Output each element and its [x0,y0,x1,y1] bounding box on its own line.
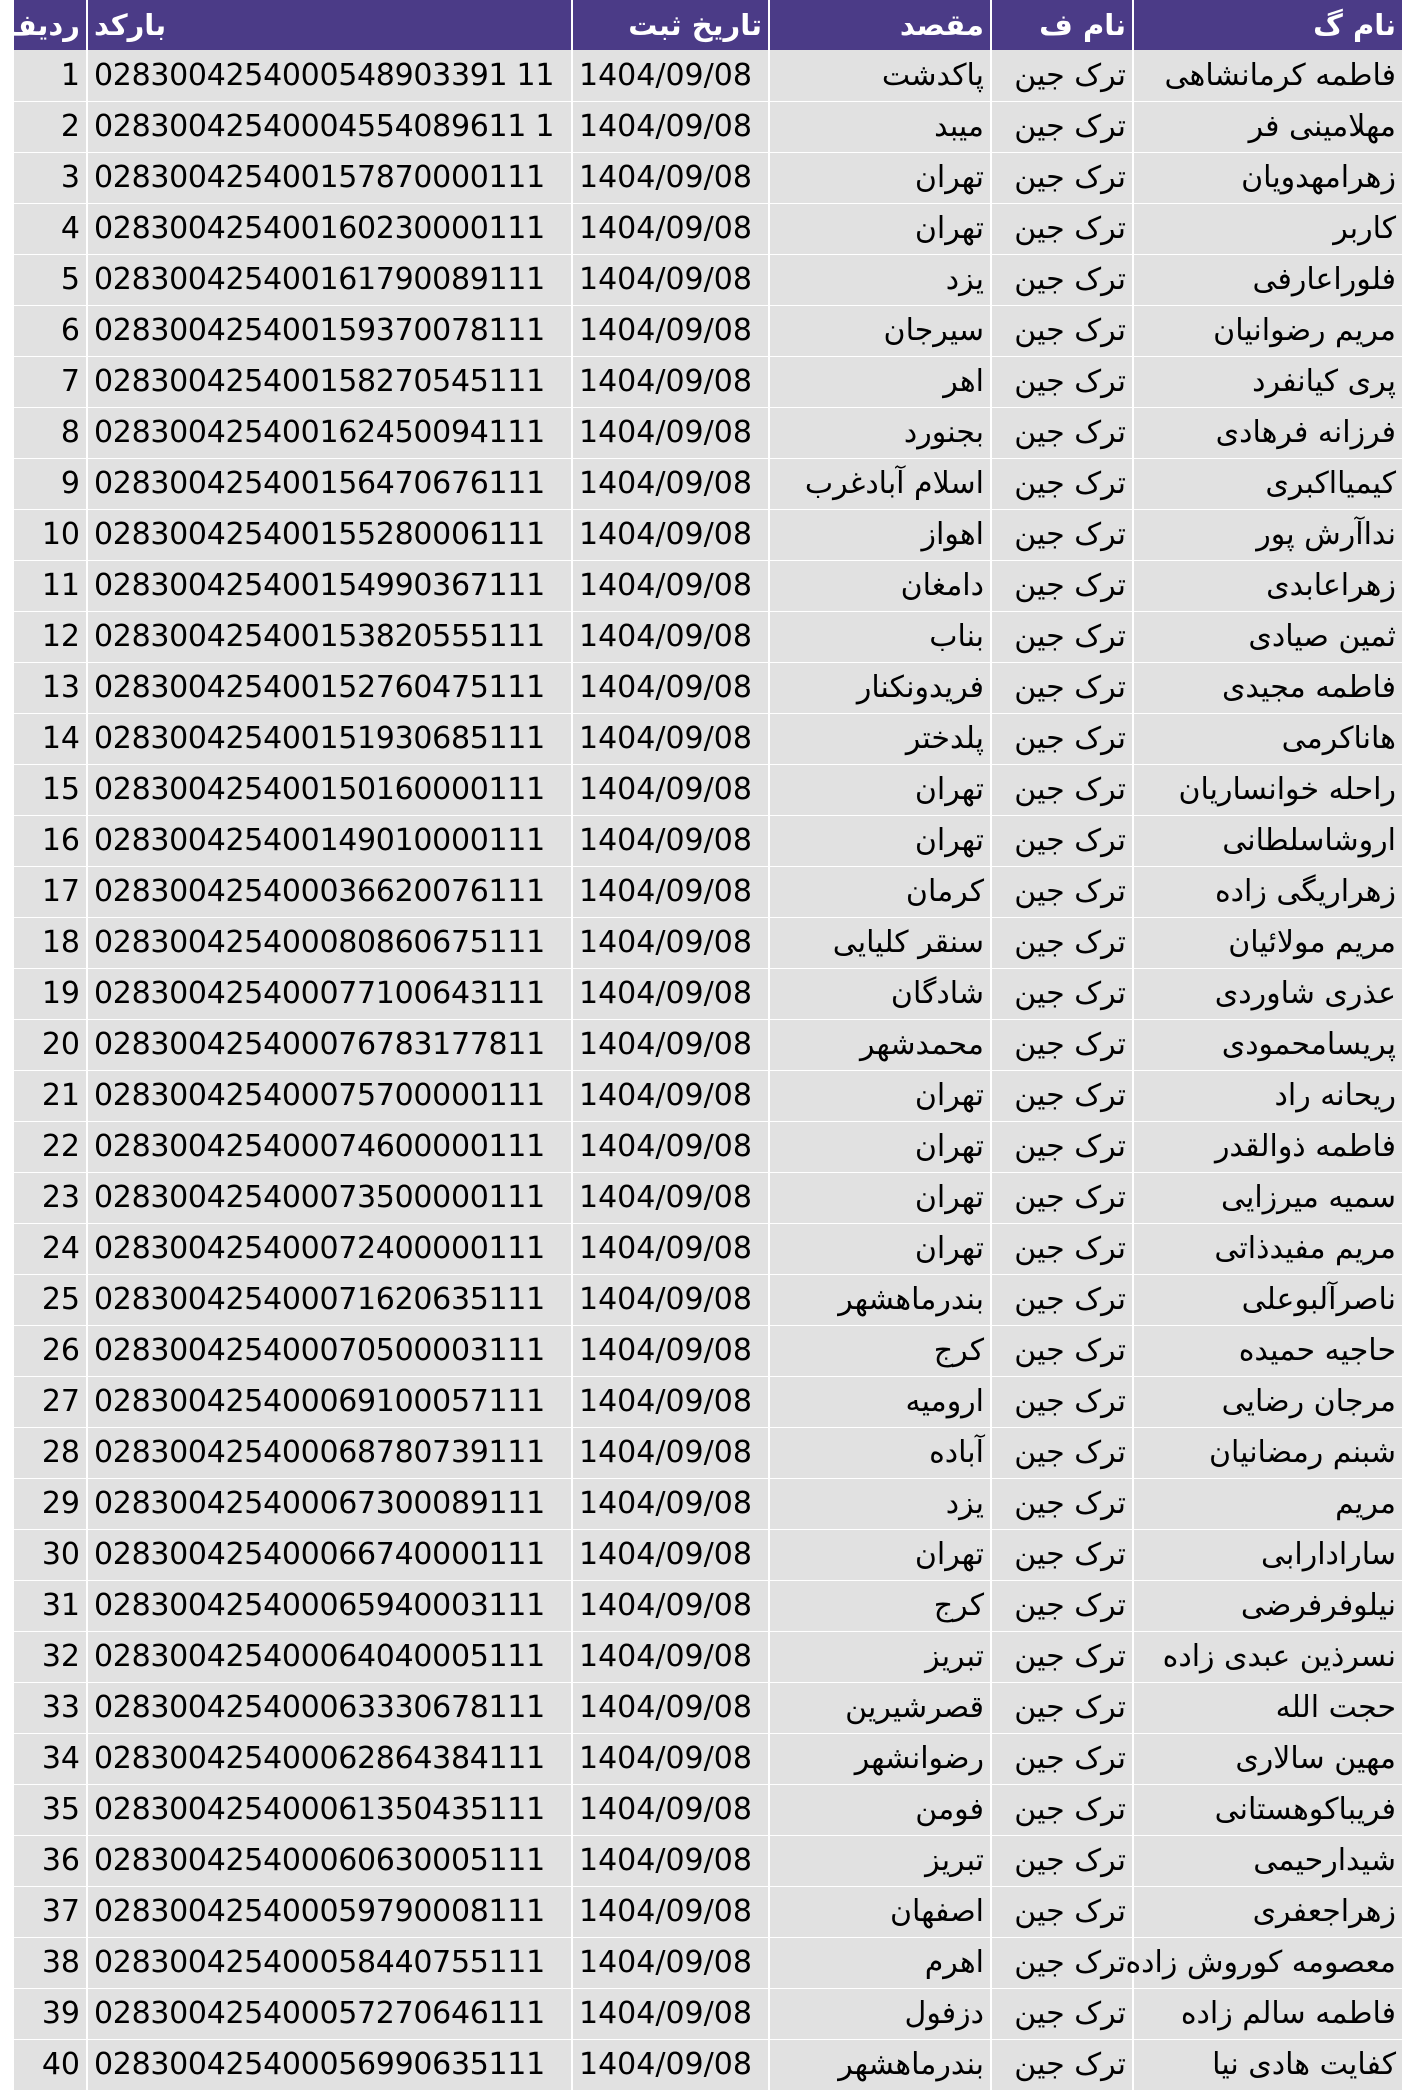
cell-first-name[interactable]: هاناکرمی [1133,713,1403,764]
cell-registration-date[interactable]: 1404/09/08 [572,1274,769,1325]
cell-registration-date[interactable]: 1404/09/08 [572,1886,769,1937]
cell-destination[interactable]: بندرماهشهر [769,2039,991,2090]
cell-family-name[interactable]: ترک جین [991,1325,1133,1376]
table-row[interactable] [14,764,1403,815]
cell-registration-date[interactable]: 1404/09/08 [572,101,769,152]
cell-family-name[interactable]: ترک جین [991,1223,1133,1274]
cell-first-name[interactable]: مهین سالاری [1133,1733,1403,1784]
cell-radif[interactable]: 8 [14,407,87,458]
cell-destination[interactable]: تهران [769,1223,991,1274]
cell-radif[interactable]: 25 [14,1274,87,1325]
cell-first-name[interactable]: فلوراعارفی [1133,254,1403,305]
cell-first-name[interactable]: فریباکوهستانی [1133,1784,1403,1835]
table-row[interactable] [14,305,1403,356]
cell-family-name[interactable]: ترک جین [991,764,1133,815]
cell-radif[interactable]: 14 [14,713,87,764]
cell-family-name[interactable]: ترک جین [991,1835,1133,1886]
cell-first-name[interactable]: زهرامهدویان [1133,152,1403,203]
cell-radif[interactable]: 28 [14,1427,87,1478]
cell-family-name[interactable]: ترک جین [991,101,1133,152]
cell-destination[interactable]: تهران [769,1172,991,1223]
cell-registration-date[interactable]: 1404/09/08 [572,1478,769,1529]
cell-barcode[interactable]: 028300425400074600000111 [87,1121,572,1172]
cell-radif[interactable]: 40 [14,2039,87,2090]
cell-destination[interactable]: تهران [769,203,991,254]
header-first-name[interactable]: نام گ [1133,0,1403,50]
cell-radif[interactable]: 37 [14,1886,87,1937]
table-row[interactable] [14,1529,1403,1580]
cell-radif[interactable]: 33 [14,1682,87,1733]
cell-destination[interactable]: اهرم [769,1937,991,1988]
cell-registration-date[interactable]: 1404/09/08 [572,407,769,458]
cell-radif[interactable]: 12 [14,611,87,662]
cell-registration-date[interactable]: 1404/09/08 [572,968,769,1019]
cell-radif[interactable]: 34 [14,1733,87,1784]
cell-barcode[interactable]: 028300425400076783177811 [87,1019,572,1070]
cell-first-name[interactable]: کاربر [1133,203,1403,254]
cell-destination[interactable]: دامغان [769,560,991,611]
cell-radif[interactable]: 5 [14,254,87,305]
table-body [14,50,1403,2090]
cell-destination[interactable]: تهران [769,1070,991,1121]
cell-family-name[interactable]: ترک جین [991,560,1133,611]
cell-radif[interactable]: 15 [14,764,87,815]
table-row[interactable] [14,1325,1403,1376]
cell-family-name[interactable]: ترک جین [991,152,1133,203]
cell-family-name[interactable]: ترک جین [991,866,1133,917]
cell-family-name[interactable]: ترک جین [991,1478,1133,1529]
shipment-table [2,0,1404,2091]
cell-destination[interactable]: تبریز [769,1835,991,1886]
table-row[interactable] [14,1478,1403,1529]
cell-barcode[interactable]: 028300425400080860675111 [87,917,572,968]
cell-barcode[interactable]: 028300425400071620635111 [87,1274,572,1325]
cell-radif[interactable]: 22 [14,1121,87,1172]
cell-first-name[interactable]: پریسامحمودی [1133,1019,1403,1070]
cell-radif[interactable]: 26 [14,1325,87,1376]
cell-first-name[interactable]: مریم مفیدذاتی [1133,1223,1403,1274]
cell-barcode[interactable]: 028300425400077100643111 [87,968,572,1019]
cell-registration-date[interactable]: 1404/09/08 [572,1784,769,1835]
header-registration-date[interactable]: تاریخ ثبت [572,0,769,50]
cell-family-name[interactable]: ترک جین [991,1784,1133,1835]
cell-radif[interactable]: 10 [14,509,87,560]
cell-radif[interactable]: 21 [14,1070,87,1121]
cell-radif[interactable]: 24 [14,1223,87,1274]
table-row[interactable] [14,1070,1403,1121]
cell-radif[interactable]: 36 [14,1835,87,1886]
cell-barcode[interactable]: 0283004254000548903391 11 [87,50,572,101]
cell-destination[interactable]: تهران [769,815,991,866]
table-row[interactable] [14,254,1403,305]
cell-radif[interactable]: 16 [14,815,87,866]
cell-destination[interactable]: تهران [769,152,991,203]
cell-family-name[interactable]: ترک جین [991,1427,1133,1478]
cell-radif[interactable]: 2 [14,101,87,152]
table-row[interactable] [14,1427,1403,1478]
table-row[interactable] [14,1835,1403,1886]
cell-first-name[interactable]: زهراعابدی [1133,560,1403,611]
table-row[interactable] [14,713,1403,764]
cell-family-name[interactable]: ترک جین [991,509,1133,560]
table-row[interactable] [14,1121,1403,1172]
cell-first-name[interactable]: نداآرش پور [1133,509,1403,560]
cell-family-name[interactable]: ترک جین [991,1580,1133,1631]
cell-registration-date[interactable]: 1404/09/08 [572,458,769,509]
cell-destination[interactable]: ارومیه [769,1376,991,1427]
cell-family-name[interactable]: ترک جین [991,662,1133,713]
cell-barcode[interactable]: 028300425400036620076111 [87,866,572,917]
cell-registration-date[interactable]: 1404/09/08 [572,1019,769,1070]
cell-first-name[interactable]: راحله خوانساریان [1133,764,1403,815]
cell-barcode[interactable]: 028300425400062864384111 [87,1733,572,1784]
cell-barcode[interactable]: 028300425400072400000111 [87,1223,572,1274]
cell-first-name[interactable]: مهلامینی فر [1133,101,1403,152]
cell-first-name[interactable]: فاطمه کرمانشاهی [1133,50,1403,101]
cell-destination[interactable]: پلدختر [769,713,991,764]
cell-barcode[interactable]: 028300425400066740000111 [87,1529,572,1580]
cell-family-name[interactable]: ترک جین [991,2039,1133,2090]
cell-first-name[interactable]: شیدارحیمی [1133,1835,1403,1886]
cell-family-name[interactable]: ترک جین [991,254,1133,305]
table-row[interactable] [14,356,1403,407]
cell-barcode[interactable]: 028300425400065940003111 [87,1580,572,1631]
cell-barcode[interactable]: 028300425400155280006111 [87,509,572,560]
cell-radif[interactable]: 38 [14,1937,87,1988]
cell-radif[interactable]: 4 [14,203,87,254]
cell-family-name[interactable]: ترک جین [991,1376,1133,1427]
table-row[interactable] [14,1580,1403,1631]
cell-family-name[interactable]: ترک جین [991,1631,1133,1682]
cell-barcode[interactable]: 028300425400068780739111 [87,1427,572,1478]
cell-family-name[interactable]: ترک جین [991,1733,1133,1784]
cell-first-name[interactable]: حاجیه حمیده [1133,1325,1403,1376]
cell-family-name[interactable]: ترک جین [991,1937,1133,1988]
cell-barcode[interactable]: 028300425400059790008111 [87,1886,572,1937]
cell-destination[interactable]: کرج [769,1580,991,1631]
cell-radif[interactable]: 27 [14,1376,87,1427]
cell-first-name[interactable]: سارادارابی [1133,1529,1403,1580]
cell-family-name[interactable]: ترک جین [991,203,1133,254]
cell-barcode[interactable]: 028300425400064040005111 [87,1631,572,1682]
cell-registration-date[interactable]: 1404/09/08 [572,1733,769,1784]
cell-barcode[interactable]: 028300425400154990367111 [87,560,572,611]
cell-first-name[interactable]: پری کیانفرد [1133,356,1403,407]
table-row[interactable] [14,611,1403,662]
table-row[interactable] [14,1682,1403,1733]
shipment-table-sheet [2,0,1396,2091]
cell-registration-date[interactable]: 1404/09/08 [572,254,769,305]
cell-destination[interactable]: اسلام آبادغرب [769,458,991,509]
cell-destination[interactable]: فومن [769,1784,991,1835]
table-row[interactable] [14,662,1403,713]
cell-first-name[interactable]: ریحانه راد [1133,1070,1403,1121]
cell-destination[interactable]: بندرماهشهر [769,1274,991,1325]
cell-registration-date[interactable]: 1404/09/08 [572,560,769,611]
cell-radif[interactable]: 11 [14,560,87,611]
cell-first-name[interactable]: نیلوفرفرضی [1133,1580,1403,1631]
table-row[interactable] [14,152,1403,203]
cell-barcode[interactable]: 028300425400158270545111 [87,356,572,407]
cell-first-name[interactable]: کیمیااکبری [1133,458,1403,509]
cell-radif[interactable]: 7 [14,356,87,407]
cell-radif[interactable]: 35 [14,1784,87,1835]
cell-registration-date[interactable]: 1404/09/08 [572,50,769,101]
cell-family-name[interactable]: ترک جین [991,1274,1133,1325]
cell-destination[interactable]: قصرشیرین [769,1682,991,1733]
cell-registration-date[interactable]: 1404/09/08 [572,1325,769,1376]
cell-radif[interactable]: 32 [14,1631,87,1682]
cell-radif[interactable]: 20 [14,1019,87,1070]
table-row[interactable] [14,1784,1403,1835]
cell-first-name[interactable]: مریم مولائیان [1133,917,1403,968]
cell-destination[interactable]: کرمان [769,866,991,917]
cell-barcode[interactable]: 028300425400162450094111 [87,407,572,458]
header-row [14,0,1403,50]
cell-barcode[interactable]: 028300425400075700000111 [87,1070,572,1121]
table-row[interactable] [14,2039,1403,2090]
cell-destination[interactable]: یزد [769,1478,991,1529]
table-row[interactable] [14,1886,1403,1937]
cell-first-name[interactable]: فاطمه مجیدی [1133,662,1403,713]
cell-family-name[interactable]: ترک جین [991,458,1133,509]
cell-barcode[interactable]: 028300425400151930685111 [87,713,572,764]
cell-registration-date[interactable]: 1404/09/08 [572,356,769,407]
cell-first-name[interactable]: معصومه کوروش زاده [1133,1937,1403,1988]
table-row[interactable] [14,968,1403,1019]
cell-family-name[interactable]: ترک جین [991,1529,1133,1580]
cell-barcode[interactable]: 028300425400159370078111 [87,305,572,356]
cell-first-name[interactable]: عذری شاوردی [1133,968,1403,1019]
cell-registration-date[interactable]: 1404/09/08 [572,203,769,254]
cell-family-name[interactable]: ترک جین [991,407,1133,458]
cell-first-name[interactable]: مریم [1133,1478,1403,1529]
cell-first-name[interactable]: فاطمه ذوالقدر [1133,1121,1403,1172]
cell-registration-date[interactable]: 1404/09/08 [572,713,769,764]
cell-family-name[interactable]: ترک جین [991,1019,1133,1070]
table-row[interactable] [14,1937,1403,1988]
table-row[interactable] [14,1988,1403,2039]
cell-barcode[interactable]: 028300425400070500003111 [87,1325,572,1376]
cell-registration-date[interactable]: 1404/09/08 [572,305,769,356]
cell-registration-date[interactable]: 1404/09/08 [572,1580,769,1631]
cell-destination[interactable]: شادگان [769,968,991,1019]
cell-destination[interactable]: آباده [769,1427,991,1478]
cell-registration-date[interactable]: 1404/09/08 [572,1682,769,1733]
cell-first-name[interactable]: مرجان رضایی [1133,1376,1403,1427]
cell-radif[interactable]: 31 [14,1580,87,1631]
cell-family-name[interactable]: ترک جین [991,1988,1133,2039]
cell-destination[interactable]: بجنورد [769,407,991,458]
cell-barcode[interactable]: 028300425400160230000111 [87,203,572,254]
table-row[interactable] [14,101,1403,152]
cell-registration-date[interactable]: 1404/09/08 [572,1835,769,1886]
cell-registration-date[interactable]: 1404/09/08 [572,1223,769,1274]
cell-registration-date[interactable]: 1404/09/08 [572,662,769,713]
cell-family-name[interactable]: ترک جین [991,713,1133,764]
cell-registration-date[interactable]: 1404/09/08 [572,1988,769,2039]
cell-radif[interactable]: 17 [14,866,87,917]
table-row[interactable] [14,1172,1403,1223]
cell-registration-date[interactable]: 1404/09/08 [572,1529,769,1580]
cell-radif[interactable]: 19 [14,968,87,1019]
header-barcode[interactable]: بارکد [87,0,572,50]
cell-barcode[interactable]: 02830042540004554089611 1 [87,101,572,152]
cell-barcode[interactable]: 028300425400152760475111 [87,662,572,713]
cell-registration-date[interactable]: 1404/09/08 [572,1121,769,1172]
cell-first-name[interactable]: نسرذین عبدی زاده [1133,1631,1403,1682]
cell-destination[interactable]: دزفول [769,1988,991,2039]
cell-destination[interactable]: تبریز [769,1631,991,1682]
cell-radif[interactable]: 3 [14,152,87,203]
cell-family-name[interactable]: ترک جین [991,1070,1133,1121]
header-radif[interactable]: ردیف [14,0,87,50]
cell-first-name[interactable]: زهراریگی زاده [1133,866,1403,917]
cell-family-name[interactable]: ترک جین [991,1121,1133,1172]
header-family-name[interactable]: نام ف [991,0,1133,50]
cell-barcode[interactable]: 028300425400153820555111 [87,611,572,662]
cell-destination[interactable]: اهر [769,356,991,407]
cell-destination[interactable]: تهران [769,1529,991,1580]
cell-barcode[interactable]: 028300425400161790089111 [87,254,572,305]
table-row[interactable] [14,1274,1403,1325]
cell-destination[interactable]: سیرجان [769,305,991,356]
cell-destination[interactable]: رضوانشهر [769,1733,991,1784]
table-row[interactable] [14,509,1403,560]
cell-destination[interactable]: اهواز [769,509,991,560]
cell-destination[interactable]: کرج [769,1325,991,1376]
table-row[interactable] [14,866,1403,917]
cell-first-name[interactable]: زهراجعفری [1133,1886,1403,1937]
table-row[interactable] [14,917,1403,968]
cell-first-name[interactable]: سمیه میرزایی [1133,1172,1403,1223]
cell-barcode[interactable]: 028300425400063330678111 [87,1682,572,1733]
cell-barcode[interactable]: 028300425400067300089111 [87,1478,572,1529]
cell-first-name[interactable]: اروشاسلطانی [1133,815,1403,866]
cell-barcode[interactable]: 028300425400150160000111 [87,764,572,815]
cell-family-name[interactable]: ترک جین [991,917,1133,968]
cell-barcode[interactable]: 028300425400060630005111 [87,1835,572,1886]
cell-registration-date[interactable]: 1404/09/08 [572,1172,769,1223]
cell-registration-date[interactable]: 1404/09/08 [572,917,769,968]
table-row[interactable] [14,203,1403,254]
table-row[interactable] [14,50,1403,101]
cell-registration-date[interactable]: 1404/09/08 [572,611,769,662]
table-row[interactable] [14,1019,1403,1070]
cell-destination[interactable]: پاکدشت [769,50,991,101]
table-row[interactable] [14,1223,1403,1274]
cell-destination[interactable]: محمدشهر [769,1019,991,1070]
cell-registration-date[interactable]: 1404/09/08 [572,1376,769,1427]
table-row[interactable] [14,1733,1403,1784]
cell-first-name[interactable]: مریم رضوانیان [1133,305,1403,356]
cell-radif[interactable]: 23 [14,1172,87,1223]
header-destination[interactable]: مقصد [769,0,991,50]
cell-family-name[interactable]: ترک جین [991,1886,1133,1937]
cell-family-name[interactable]: ترک جین [991,1682,1133,1733]
cell-destination[interactable]: بناب [769,611,991,662]
cell-radif[interactable]: 18 [14,917,87,968]
cell-registration-date[interactable]: 1404/09/08 [572,815,769,866]
cell-radif[interactable]: 6 [14,305,87,356]
cell-first-name[interactable]: فرزانه فرهادی [1133,407,1403,458]
cell-destination[interactable]: فریدونکنار [769,662,991,713]
cell-destination[interactable]: میبد [769,101,991,152]
cell-first-name[interactable]: شبنم رمضانیان [1133,1427,1403,1478]
cell-destination[interactable]: سنقر کلیایی [769,917,991,968]
cell-first-name[interactable]: ثمین صیادی [1133,611,1403,662]
table-row[interactable] [14,407,1403,458]
cell-radif[interactable]: 13 [14,662,87,713]
table-row[interactable] [14,1376,1403,1427]
cell-registration-date[interactable]: 1404/09/08 [572,1631,769,1682]
table-header [2,0,1403,50]
cell-barcode[interactable]: 028300425400156470676111 [87,458,572,509]
table-row[interactable] [14,815,1403,866]
cell-family-name[interactable]: ترک جین [991,815,1133,866]
cell-destination[interactable]: اصفهان [769,1886,991,1937]
cell-registration-date[interactable]: 1404/09/08 [572,764,769,815]
cell-radif[interactable]: 9 [14,458,87,509]
cell-family-name[interactable]: ترک جین [991,305,1133,356]
cell-registration-date[interactable]: 1404/09/08 [572,1070,769,1121]
cell-radif[interactable]: 39 [14,1988,87,2039]
cell-family-name[interactable]: ترک جین [991,1172,1133,1223]
cell-barcode[interactable]: 028300425400056990635111 [87,2039,572,2090]
cell-first-name[interactable]: کفایت هادی نیا [1133,2039,1403,2090]
cell-barcode[interactable]: 028300425400157870000111 [87,152,572,203]
cell-barcode[interactable]: 028300425400057270646111 [87,1988,572,2039]
cell-barcode[interactable]: 028300425400058440755111 [87,1937,572,1988]
table-row[interactable] [14,560,1403,611]
cell-first-name[interactable]: حجت الله [1133,1682,1403,1733]
cell-registration-date[interactable]: 1404/09/08 [572,509,769,560]
table-row[interactable] [14,458,1403,509]
table-row[interactable] [14,1631,1403,1682]
cell-registration-date[interactable]: 1404/09/08 [572,1937,769,1988]
cell-registration-date[interactable]: 1404/09/08 [572,152,769,203]
cell-radif[interactable]: 29 [14,1478,87,1529]
cell-destination[interactable]: یزد [769,254,991,305]
cell-barcode[interactable]: 028300425400061350435111 [87,1784,572,1835]
cell-barcode[interactable]: 028300425400149010000111 [87,815,572,866]
cell-barcode[interactable]: 028300425400073500000111 [87,1172,572,1223]
cell-registration-date[interactable]: 1404/09/08 [572,1427,769,1478]
cell-registration-date[interactable]: 1404/09/08 [572,2039,769,2090]
cell-first-name[interactable]: فاطمه سالم زاده [1133,1988,1403,2039]
cell-destination[interactable]: تهران [769,764,991,815]
cell-first-name[interactable]: ناصرآلبوعلی [1133,1274,1403,1325]
cell-family-name[interactable]: ترک جین [991,50,1133,101]
cell-registration-date[interactable]: 1404/09/08 [572,866,769,917]
cell-radif[interactable]: 30 [14,1529,87,1580]
cell-destination[interactable]: تهران [769,1121,991,1172]
cell-family-name[interactable]: ترک جین [991,611,1133,662]
cell-family-name[interactable]: ترک جین [991,968,1133,1019]
cell-family-name[interactable]: ترک جین [991,356,1133,407]
cell-radif[interactable]: 1 [14,50,87,101]
cell-barcode[interactable]: 028300425400069100057111 [87,1376,572,1427]
